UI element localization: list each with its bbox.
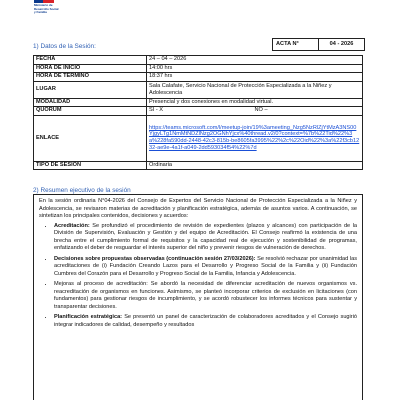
list-item-text: Se profundizó el procedimiento de revisión de expedientes (plazos y alcances) con participación de la División de Supervisión, Evaluación y Gestión y del equipo de Acreditación. El Consejo reafirmó la existencia de una brecha entre el cumplimiento formal de requisitos y la capacidad real de ejecución y sostenibilidad de programas, enfatizando el deber de resguardar el interés superior del niño y prevenir riesgos de vulneración de derechos. [54, 222, 357, 251]
logo-text: Ministerio de Desarrollo Social y Familia [34, 3, 59, 14]
modalidad-value: Presencial y dos conexiones en modalidad virtual. [147, 98, 363, 107]
summary-intro: En la sesión ordinaria N°04-2026 del Consejo de Expertos del Servicio Nacional de Protección Especializada a la Niñez y Adolescencia, se revisaron materias de acreditación y planificación estratégica, además de asuntos varios. A continuación, se sintetizan los principales contenidos, decisiones y acuerdos: [39, 198, 357, 219]
quorum-si: SI - X [149, 107, 163, 114]
hora-inicio-label: HORA DE INICIO [34, 64, 147, 73]
fecha-label: FECHA [34, 56, 147, 65]
modalidad-label: MODALIDAD [34, 98, 147, 107]
tipo-sesion-label: TIPO DE SESIÓN [34, 161, 147, 170]
quorum-no: NO – [254, 107, 268, 114]
lugar-value: Sala Calafate, Servicio Nacional de Protección Especializada a la Niñez y Adolescencia [147, 81, 363, 98]
lugar-label: LUGAR [34, 81, 147, 98]
acta-box [272, 38, 365, 51]
tipo-sesion-value: Ordinaria [147, 161, 363, 170]
ministry-logo [34, 0, 64, 16]
list-item-text: Se resolvió rechazar por unanimidad las acreditaciones de (i) Fundación Creando Lazos para el Desarrollo y Progreso Social de la Familia y (ii) Fundación Cumbres del Corazón para el Desarrollo y Progreso Social de la Familia, Infancia y Adolescencia. [54, 255, 357, 277]
list-item-heading: Decisiones sobre propuestas observadas (continuación sesión 27/03/2026): [54, 255, 256, 262]
table-row [34, 98, 363, 107]
list-item [54, 281, 357, 311]
fecha-value: 24 – 04 – 2026 [147, 56, 363, 65]
acta-number: 04 - 2026 [329, 41, 354, 47]
table-row [34, 64, 363, 73]
list-item [54, 314, 357, 329]
quorum-value [147, 107, 363, 116]
enlace-cell [147, 115, 363, 161]
list-item-heading: Planificación estratégica: [54, 314, 123, 320]
quorum-label: QUORUM [34, 107, 147, 116]
list-item-heading: Acreditación: [54, 222, 90, 229]
hora-termino-label: HORA DE TERMINO [34, 73, 147, 82]
executive-summary [33, 194, 363, 400]
teams-meeting-link[interactable]: https://teams.microsoft.com/l/meetup-join/19%3ameeting_Nzg5NzRlZjYtMzA3NS00YjgyLTg1NmMtNDZlNzg2OGNhYjcx%40thread.v2/0?context=%7b%22Tid%22%3a%228fa590dd-2448-42c3-815b-be8605fa3995%22%2c%22Oid%22%3a%22f3cb1232-ae9e-4a1f-a049-2dd593034f54%22%7d [149, 124, 360, 151]
table-row [34, 73, 363, 82]
section-1-title: 1) Datos de la Sesión: [33, 43, 96, 50]
list-item-text: Mejoras al proceso de acreditación: Se abordó la necesidad de diferenciar acreditación de nuevos organismos vs. reacreditación de organismos en funciones. Asimismo, se planteó incorporar criterios de exclusión en licitaciones (con fundamentos) para gestionar riesgos de incumplimiento, y se acordó robustecer los informes técnicos para sustentar y transparentar decisiones. [54, 281, 357, 310]
acta-label: ACTA N° [273, 39, 319, 50]
table-row [34, 115, 363, 161]
table-row [34, 56, 363, 65]
table-row [34, 107, 363, 116]
table-row [34, 81, 363, 98]
summary-list [39, 223, 357, 330]
section-2-title: 2) Resumen ejecutivo de la sesión [33, 187, 131, 194]
list-item-text: Se presentó un panel de caracterización de colaboradores acreditados y el Consejo sugirió integrar indicadores de calidad, desempeño y resultados [54, 314, 358, 328]
hora-termino-value: 18:37 hrs [147, 73, 363, 82]
enlace-label: ENLACE [34, 115, 147, 161]
session-info-table [33, 55, 363, 170]
hora-inicio-value: 14:00 hrs [147, 64, 363, 73]
table-row [34, 161, 363, 170]
list-item [54, 223, 357, 253]
list-item [54, 256, 357, 279]
